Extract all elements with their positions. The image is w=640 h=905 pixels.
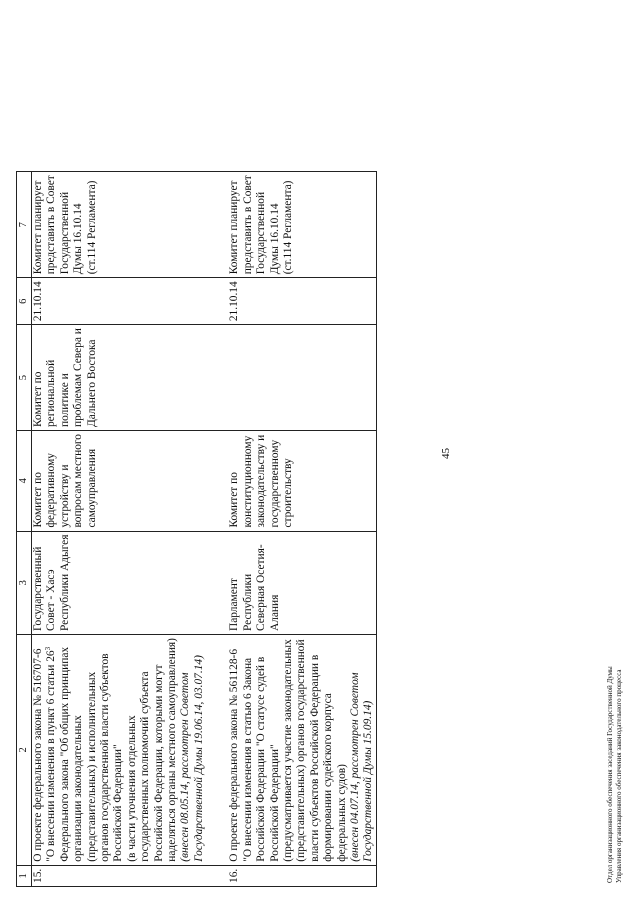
plan-line: Комитет планирует <box>228 180 241 275</box>
co-committee-line: политике и <box>58 373 71 428</box>
date: 21.10.14 <box>206 278 376 325</box>
committee-line: конституционному <box>241 435 254 528</box>
committee-line: Комитет по <box>228 472 241 528</box>
row-number: 16. <box>206 865 376 886</box>
bill-title-line: (представительных) органов государственной <box>295 639 308 862</box>
bill-title-line: "О внесении изменения в статью 6 Закона <box>241 657 254 862</box>
column-number: 6 <box>17 278 32 325</box>
column-number: 3 <box>17 531 32 634</box>
co-committee-line: Дальнего Востока <box>85 339 98 428</box>
column-number: 5 <box>17 325 32 431</box>
bill-title-line: Российской Федерации, которыми могут <box>152 664 165 862</box>
initiator-line: Государственный <box>32 546 44 632</box>
bill-note-line: Государственной Думы 15.09.14) <box>362 700 375 862</box>
bill-title-line: Российской Федерации" <box>112 744 125 862</box>
initiator <box>206 531 376 634</box>
bill-title-line: органов государственной власти субъектов <box>99 653 112 862</box>
bill-title-line: О проекте федерального закона № 561128-6 <box>228 648 241 862</box>
co-executor-committee <box>32 325 207 431</box>
committee-line: законодательству и <box>255 434 268 528</box>
bill-title-line: власти субъектов Российской Федерации в <box>308 654 321 862</box>
committee-line: самоуправления <box>85 448 98 528</box>
plan-line: (ст.114 Регламента) <box>85 180 98 275</box>
bill-title-line: Российской Федерации" <box>268 744 281 862</box>
page-number: 45 <box>440 448 452 459</box>
bill-description <box>206 635 376 866</box>
plan-line: Государственной <box>58 191 71 275</box>
bill-description <box>32 635 207 866</box>
initiator-line: Северная Осетия- <box>255 544 268 632</box>
bill-note-line: (внесен 08.05.14, рассмотрен Советом <box>179 672 192 862</box>
column-number-row <box>17 172 32 887</box>
initiator-line: Республики <box>241 573 254 632</box>
bill-title-line: Федерального закона "Об общих принципах <box>58 646 71 862</box>
initiator-line: Парламент <box>228 578 241 632</box>
responsible-committee <box>32 431 207 532</box>
column-number: 1 <box>17 865 32 886</box>
bill-title-line: государственных полномочий субъекта <box>139 671 152 862</box>
co-committee-line: Комитет по <box>32 371 44 428</box>
plan-line: представить в Совет <box>241 175 254 275</box>
plan-line: представить в Совет <box>45 175 58 275</box>
plan-note <box>206 172 376 278</box>
initiator-line: Алания <box>268 594 281 632</box>
plan-line: Думы 16.10.14 <box>72 203 85 275</box>
bill-title-line: (в части уточнения отдельных <box>125 715 138 862</box>
committee-line: устройству и <box>58 464 71 528</box>
footer-line: Управления организационного обеспечения законодательного процесса <box>614 669 623 883</box>
bill-title-line: (предусматривается участие законодательных <box>281 639 294 862</box>
committee-line: строительству <box>281 458 294 528</box>
column-number: 7 <box>17 172 32 278</box>
plan-line: Думы 16.10.14 <box>268 203 281 275</box>
row-number: 15. <box>32 865 207 886</box>
table-row <box>32 172 207 887</box>
column-number: 2 <box>17 635 32 866</box>
committee-line: Комитет по <box>32 472 44 528</box>
bill-title-line: О проекте федерального закона № 516707-6 <box>32 648 44 862</box>
bill-title-line: организации законодательных <box>72 715 85 862</box>
bill-title-line: "О внесении изменения в пункт 6 статьи 26 <box>45 650 58 862</box>
bill-title-line: Российской Федерации "О статусе судей в <box>255 656 268 862</box>
co-committee-line: проблемам Севера и <box>72 328 85 428</box>
plan-line: (ст.114 Регламента) <box>281 180 294 275</box>
initiator <box>32 531 207 634</box>
date: 21.10.14 <box>32 278 207 325</box>
committee-line: федеративному <box>45 453 58 528</box>
committee-line: государственному <box>268 439 281 528</box>
plan-line: Государственной <box>255 191 268 275</box>
bill-note-line: (внесен 04.07.14, рассмотрен Советом <box>348 672 361 862</box>
bill-note-line: Государственной Думы 19.06.14, 03.07.14) <box>192 655 205 862</box>
co-committee-line: региональной <box>45 359 58 428</box>
bill-title-line: (представительных) и исполнительных <box>85 671 98 862</box>
bills-table <box>16 171 377 887</box>
responsible-committee <box>206 431 376 532</box>
initiator-line: Совет - Хасэ <box>45 569 58 632</box>
footer-line: Отдел организационного обеспечения заседаний Государственной Думы <box>606 666 614 883</box>
initiator-line: Республики Адыгея <box>58 534 71 632</box>
superscript: 3 <box>44 646 53 651</box>
bill-title-line: формировании судейского корпуса <box>322 693 335 862</box>
plan-line: Комитет планирует <box>32 180 44 275</box>
bill-title-line: наделяться органы местного самоуправления) <box>166 638 179 862</box>
table-row <box>206 172 376 887</box>
column-number: 4 <box>17 431 32 532</box>
footer <box>606 666 623 883</box>
plan-note <box>32 172 207 278</box>
bill-title-line: федеральных судов) <box>335 764 348 862</box>
committee-line: вопросам местного <box>72 434 85 528</box>
co-executor-committee <box>206 325 376 431</box>
